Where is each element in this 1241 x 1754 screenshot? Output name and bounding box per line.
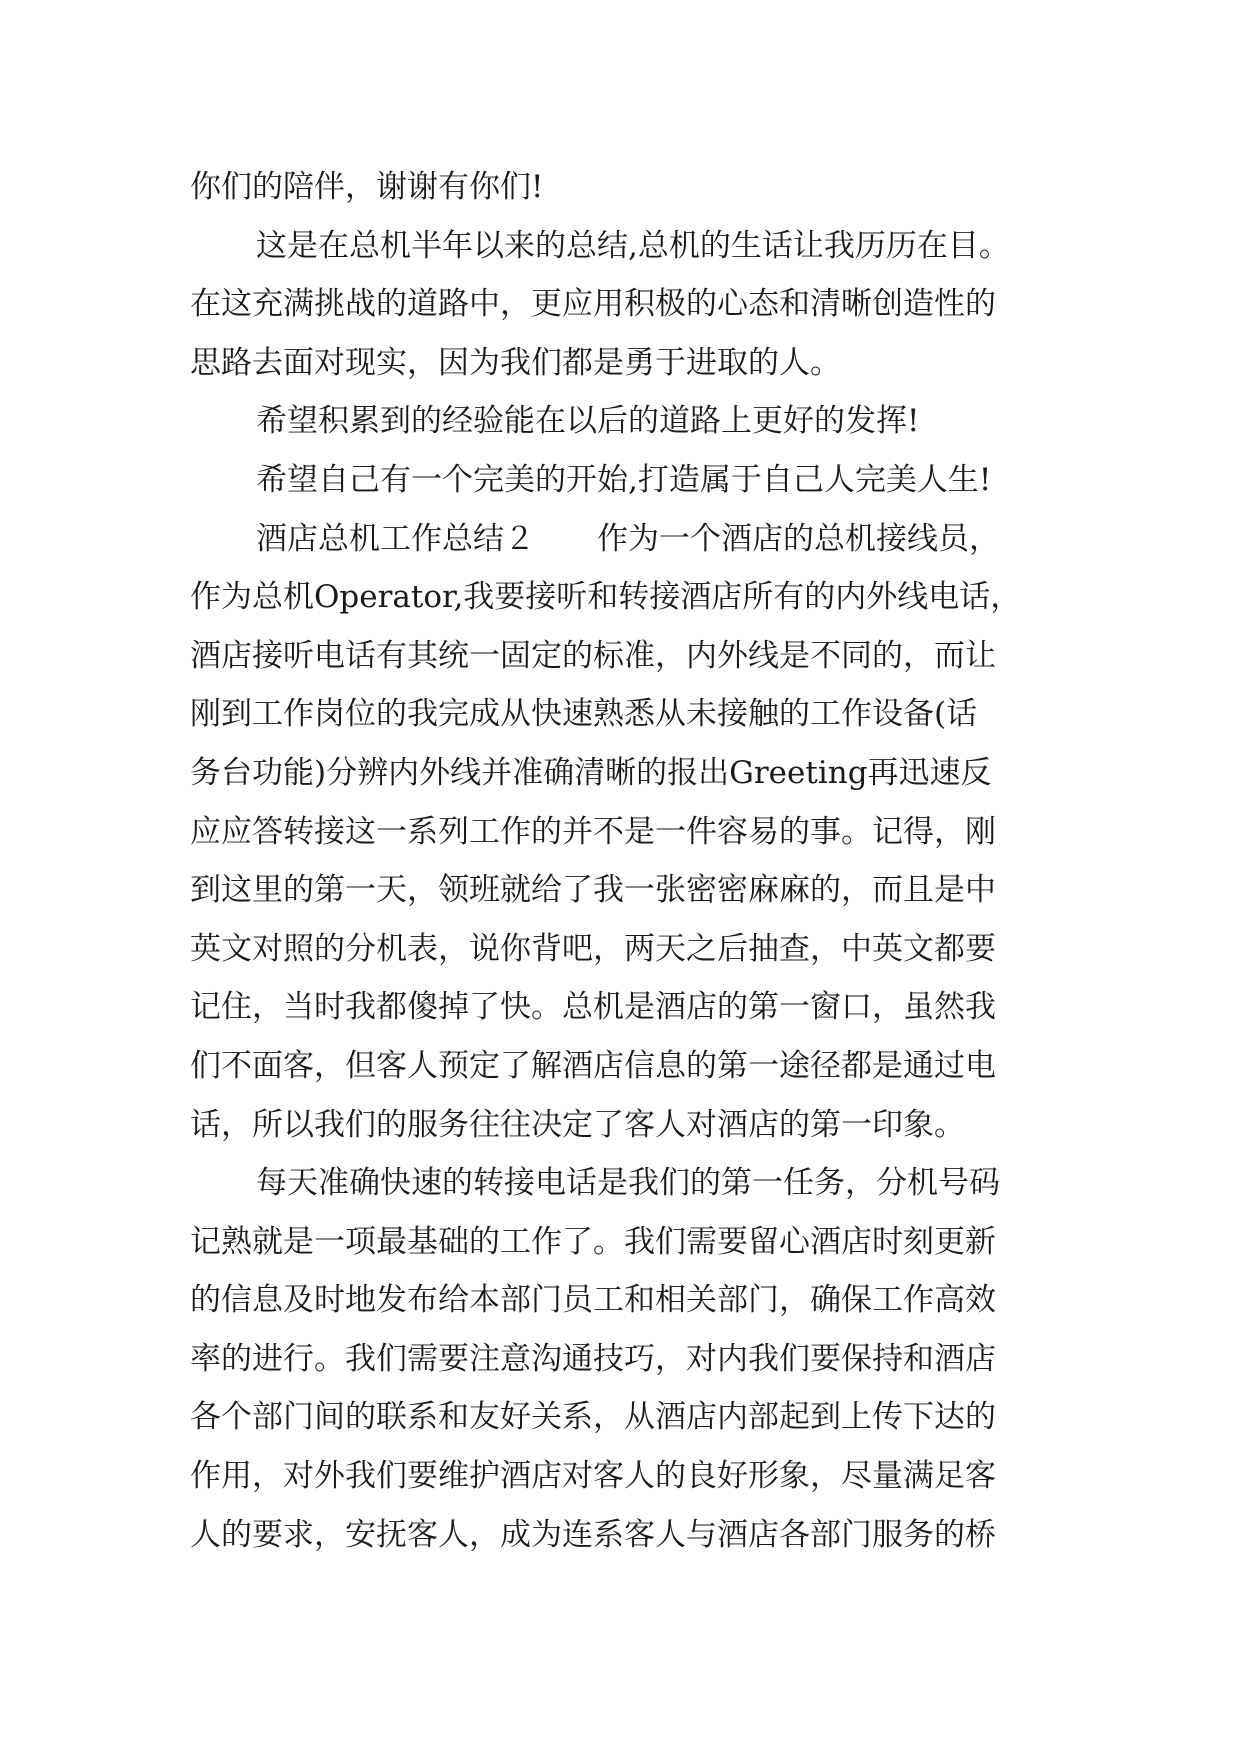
text-line: 务台功能)分辨内外线并准确清晰的报出Greeting再迅速反 bbox=[190, 754, 992, 791]
text-line: 各个部门间的联系和友好关系，从酒店内部起到上传下达的 bbox=[190, 1399, 996, 1436]
text-line: 你们的陪伴，谢谢有你们! bbox=[190, 169, 544, 205]
text-line: 刚到工作岗位的我完成从快速熟悉从未接触的工作设备(话 bbox=[190, 696, 978, 733]
body-text bbox=[190, 158, 1070, 1564]
text-line: 酒店总机工作总结２ 作为一个酒店的总机接线员， bbox=[256, 520, 1000, 557]
text-line: 记熟就是一项最基础的工作了。我们需要留心酒店时刻更新 bbox=[190, 1223, 996, 1260]
text-line: 率的进行。我们需要注意沟通技巧，对内我们要保持和酒店 bbox=[190, 1340, 996, 1377]
text-line: 每天准确快速的转接电话是我们的第一任务，分机号码 bbox=[256, 1165, 1000, 1202]
text-line: 希望自己有一个完美的开始,打造属于自己人完美人生! bbox=[256, 461, 992, 498]
text-line: 作用，对外我们要维护酒店对客人的良好形象，尽量满足客 bbox=[190, 1458, 996, 1495]
text-line: 人的要求，安抚客人，成为连系客人与酒店各部门服务的桥 bbox=[190, 1516, 996, 1553]
text-line: 酒店接听电话有其统一固定的标准，内外线是不同的，而让 bbox=[190, 637, 996, 674]
text-line: 的信息及时地发布给本部门员工和相关部门，确保工作高效 bbox=[190, 1282, 996, 1319]
text-line: 记住，当时我都傻掉了快。总机是酒店的第一窗口，虽然我 bbox=[190, 989, 996, 1026]
text-line: 思路去面对现实，因为我们都是勇于进取的人。 bbox=[190, 344, 841, 381]
text-line: 在这充满挑战的道路中，更应用积极的心态和清晰创造性的 bbox=[190, 286, 996, 323]
text-line: 应应答转接这一系列工作的并不是一件容易的事。记得，刚 bbox=[190, 813, 996, 850]
text-line: 话，所以我们的服务往往决定了客人对酒店的第一印象。 bbox=[190, 1106, 965, 1143]
text-line: 这是在总机半年以来的总结,总机的生话让我历历在目。 bbox=[256, 227, 1010, 264]
text-line: 希望积累到的经验能在以后的道路上更好的发挥! bbox=[256, 403, 920, 440]
text-line: 英文对照的分机表，说你背吧，两天之后抽查，中英文都要 bbox=[190, 930, 996, 967]
text-line: 到这里的第一天，领班就给了我一张密密麻麻的，而且是中 bbox=[190, 872, 996, 909]
text-line: 作为总机Operator,我要接听和转接酒店所有的内外线电话， bbox=[190, 579, 1022, 616]
text-line: 们不面客，但客人预定了解酒店信息的第一途径都是通过电 bbox=[190, 1047, 996, 1084]
